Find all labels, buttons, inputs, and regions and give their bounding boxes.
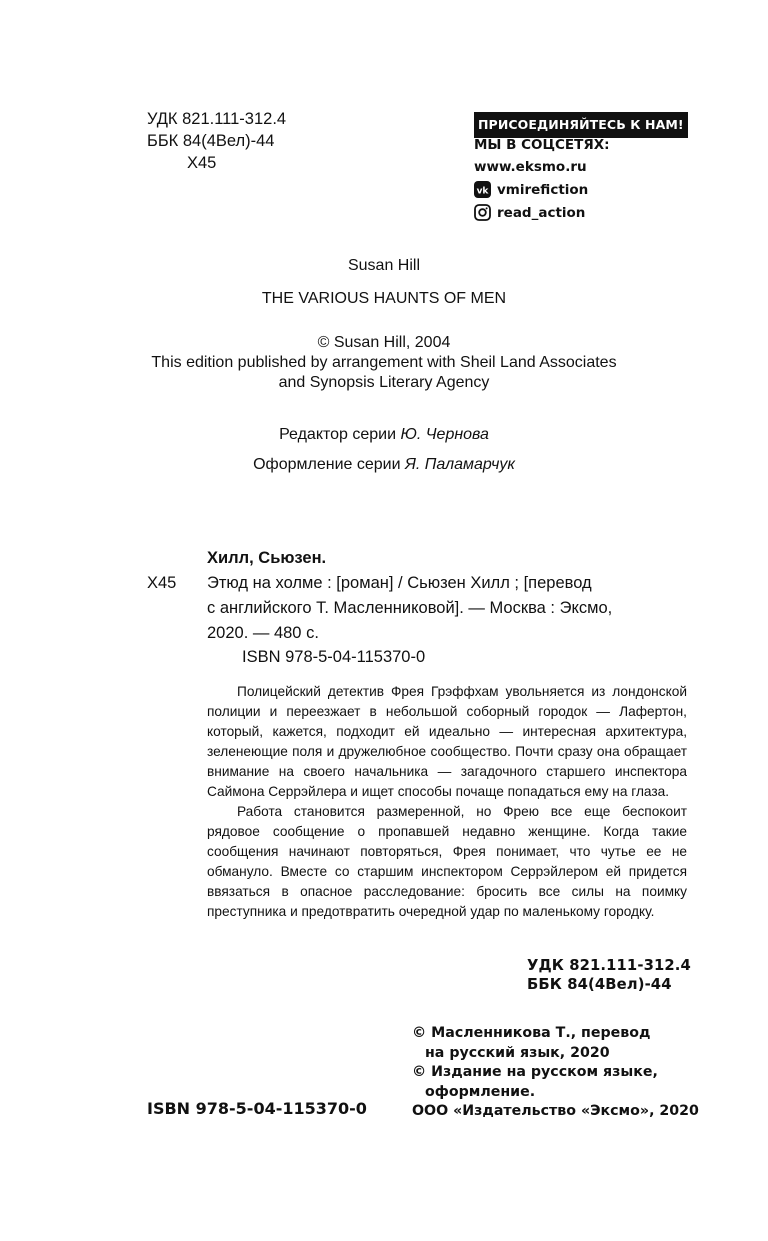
catalog-line-2: с английского Т. Масленниковой]. — Москва : Эксмо, — [207, 599, 613, 617]
original-copyright: © Susan Hill, 2004 — [317, 334, 451, 351]
copyright-block — [412, 1024, 699, 1122]
copyright-translation-cont: на русский язык, 2020 — [425, 1044, 610, 1061]
bbk-code: ББК 84(4Вел)-44 — [147, 132, 275, 150]
catalog-codes-bottom — [527, 956, 691, 994]
vk-icon — [474, 181, 491, 198]
series-design-name: Я. Паламарчук — [404, 456, 515, 473]
website-link[interactable]: www.eksmo.ru — [474, 159, 587, 175]
edition-note-1: This edition published by arrangement with Sheil Land Associates — [151, 354, 617, 371]
catalog-author: Хилл, Сьюзен. — [207, 549, 327, 567]
copyright-translation: © Масленникова Т., перевод — [412, 1025, 651, 1041]
edition-note-2: and Synopsis Literary Agency — [278, 374, 490, 391]
social-heading: МЫ В СОЦСЕТЯХ: — [474, 137, 610, 153]
series-editor-label: Редактор серии — [279, 426, 397, 443]
udk-code: УДК 821.111-312.4 — [147, 110, 287, 128]
catalog-line-3: 2020. — 480 с. — [207, 624, 319, 642]
vk-handle: vmirefiction — [497, 181, 589, 198]
series-design — [0, 456, 768, 474]
join-us-banner: ПРИСОЕДИНЯЙТЕСЬ К НАМ! — [474, 112, 688, 138]
annotation-paragraph-1: Полицейский детектив Фрея Грэффхам увольняется из лондонской полиции и переезжает в небольшой соборный городок — Лафертон, который, кажется, подходит ей идеально — интересная архитектура, зеленеющие поля и дружелюбное сообщество. Почти сразу она обращает внимание на своего начальника — загадочного старшего инспектора Саймона Серрэйлера и ищет способы почаще попадаться ему на глаза. — [207, 684, 687, 799]
catalog-line-1: Этюд на холме : [роман] / Сьюзен Хилл ; [перевод — [207, 574, 592, 592]
annotation — [207, 682, 687, 922]
annotation-paragraph-2: Работа становится размеренной, но Фрею все еще беспокоит рядовое сообщение о пропавшей недавно женщине. Когда такие сообщения начинают повторяться, Фрея понимает, что чутье ее не обмануло. Вместе со старшим инспектором Серрэйлером ей придется ввязаться в опасное расследование: бросить все силы на поимку преступника и предотвратить очередной удар по маленькому городку. — [207, 804, 687, 919]
isbn-bottom: ISBN 978-5-04-115370-0 — [147, 1099, 367, 1118]
copyright-edition-cont: оформление. — [425, 1083, 536, 1100]
instagram-icon — [474, 204, 491, 221]
catalog-isbn: ISBN 978-5-04-115370-0 — [242, 648, 426, 666]
original-rights — [0, 333, 768, 393]
series-editor — [0, 426, 768, 444]
instagram-handle: read_action — [497, 204, 586, 221]
social-block — [474, 112, 689, 224]
copyright-publisher: ООО «Издательство «Эксмо», 2020 — [412, 1103, 699, 1119]
copyright-edition: © Издание на русском языке, — [412, 1064, 658, 1080]
bbk-code-bottom: ББК 84(4Вел)-44 — [527, 976, 672, 993]
catalog-codes-top — [147, 108, 286, 174]
series-design-label: Оформление серии — [253, 456, 401, 473]
svg-text:vk: vk — [476, 186, 489, 197]
udk-code-bottom: УДК 821.111-312.4 — [527, 957, 691, 974]
series-editor-name: Ю. Чернова — [400, 426, 489, 443]
catalog-entry — [147, 546, 692, 646]
original-title: THE VARIOUS HAUNTS OF MEN — [261, 290, 507, 307]
instagram-link[interactable] — [474, 201, 689, 224]
catalog-sign: Х45 — [147, 574, 177, 592]
original-author: Susan Hill — [347, 257, 421, 274]
author-sign: Х45 — [187, 154, 217, 172]
vk-link[interactable] — [474, 178, 689, 201]
